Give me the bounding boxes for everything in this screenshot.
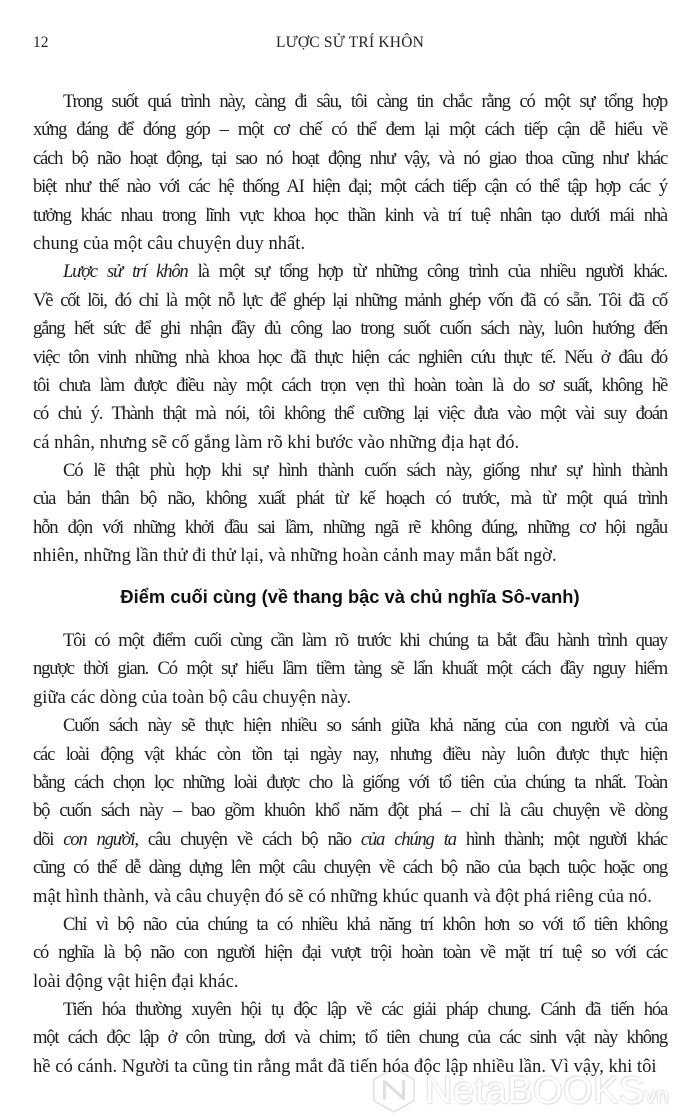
text-line: nhiên, những lần thử đi thử lại, và những hoàn cảnh may mắn bất ngờ. [33,545,557,567]
text-line: Trong suốt quá trình này, càng đi sâu, tôi càng tin chắc rằng có một sự tổng hợp [63,91,667,112]
text-line: xứng đáng để đóng góp – một cơ chế có thể đem lại một cách tiếp cận dễ hiểu về [33,119,667,141]
text-line: cá nhân, nhưng sẽ cố gắng làm rõ khi bước vào những địa hạt đó. [33,431,520,453]
page-number: 12 [33,34,49,51]
text-line: ngược thời gian. Có một sự hiểu lầm tiềm tàng sẽ lẩn khuất một cách đầy nguy hiểm [33,658,667,680]
text-line: Tôi có một điểm cuối cùng cần làm rõ trước khi chúng ta bắt đầu hành trình quay [63,630,667,651]
paragraph [33,911,667,996]
paragraph [33,88,667,258]
italic-emphasis: con người [63,828,135,850]
text-line: cũng có thể dễ dàng dựng lên một câu chuyện về cách bộ não của bạch tuộc hoặc ong [33,857,667,879]
running-title: LƯỢC SỬ TRÍ KHÔN [276,34,424,51]
text-line: Chỉ vì bộ não của chúng ta có nhiều khả năng trí khôn hơn so với tổ tiên không [63,913,667,935]
text-line [33,258,667,286]
paragraph [33,457,667,571]
book-title-italic: Lược sử trí khôn [63,261,188,283]
section-2-body [33,627,667,1081]
text-run: , câu chuyện về cách bộ não [134,828,361,850]
text-line: cách bộ não hoạt động, tại sao nó hoạt động như vậy, và nó giao thoa cũng như khác [33,147,667,169]
text-line: Về cốt lõi, đó chỉ là một nỗ lực để ghép lại những mảnh ghép vốn đã có sẵn. Tôi đã cố [33,289,667,311]
text-line: Có lẽ thật phù hợp khi sự hình thành cuốn sách này, giống như sự hình thành [63,460,667,482]
text-line: hỗn độn với những khởi đầu sai lầm, những ngã rẽ không đúng, những cơ hội ngẫu [33,516,667,538]
text-line: có nghĩa là bộ não con người hiện đại vượt trội hoàn toàn về mặt trí tuệ so với các [33,942,667,964]
text-line: bằng cách chọn lọc những loài được cho là giống với tổ tiên của chúng ta nhất. Toàn [33,771,667,793]
text-line [33,826,667,854]
text-line: loài động vật hiện đại khác. [33,970,239,992]
text-line: biệt như thế nào với các hệ thống AI hiện đại; một cách tiếp cận có thể tập hợp các ý [33,176,667,198]
text-line: mật hình thành, và câu chuyện đó sẽ có những khúc quanh và đột phá riêng của nó. [33,885,652,907]
text-line: chung của một câu chuyện duy nhất. [33,232,306,254]
text-run: hình thành; một người khác [455,828,667,850]
text-run: là một sự tổng hợp từ những công trình của nhiều người khác. [187,261,667,283]
text-line: hề có cánh. Người ta cũng tin rằng mắt đã tiến hóa độc lập nhiều lần. Vì vậy, khi tôi [33,1055,657,1077]
text-line: có chủ ý. Thành thật mà nói, tôi không thể cưỡng lại việc đưa vào một vài suy đoán [33,403,667,425]
text-line: giữa các dòng của toàn bộ câu chuyện này. [33,686,352,708]
text-run: dõi [33,828,64,850]
text-line: gắng hết sức để ghi nhận đầy đủ công lao trong suốt cuốn sách này, luôn hướng đến [33,318,667,340]
italic-emphasis: của chúng ta [360,828,456,850]
text-line: bộ cuốn sách này – bao gồm khuôn khổ năm đột phá – chỉ là câu chuyện về dòng [33,800,667,822]
text-line: Tiến hóa thường xuyên hội tụ độc lập về các giải pháp chung. Cánh đã tiến hóa [63,999,667,1021]
text-line: tưởng khác nhau trong lĩnh vực khoa học thần kinh và trí tuệ nhân tạo dưới mái nhà [33,204,667,226]
text-line: tôi chưa làm được điều này một cách trọn vẹn thì hoàn toàn là do sơ suất, không hề [33,374,667,396]
paragraph [33,996,667,1081]
text-line: việc tôn vinh những nhà khoa học đã thực hiện các nghiên cứu thực tế. Nếu ở đâu đó [33,346,667,368]
running-header [33,34,667,56]
section-heading: Điểm cuối cùng (về thang bậc và chủ nghĩa Sô-vanh) [120,586,580,607]
text-line: của bản thân bộ não, không xuất phát từ kế hoạch có trước, mà từ một quá trình [33,488,667,510]
section-1-body [33,88,667,571]
watermark-suffix: vn [644,1083,670,1108]
paragraph [33,712,667,911]
paragraph [33,627,667,712]
paragraph [33,258,667,457]
text-line: một cách độc lập ở côn trùng, dơi và chim; tổ tiên chung của các sinh vật này không [33,1027,667,1049]
text-line: các loài động vật khác còn tồn tại ngày nay, nhưng điều này luôn được thực hiện [33,743,667,765]
watermark-brand: NetaBOOKS [425,1070,645,1112]
text-line: Cuốn sách này sẽ thực hiện nhiều so sánh giữa khả năng của con người và của [63,715,667,737]
